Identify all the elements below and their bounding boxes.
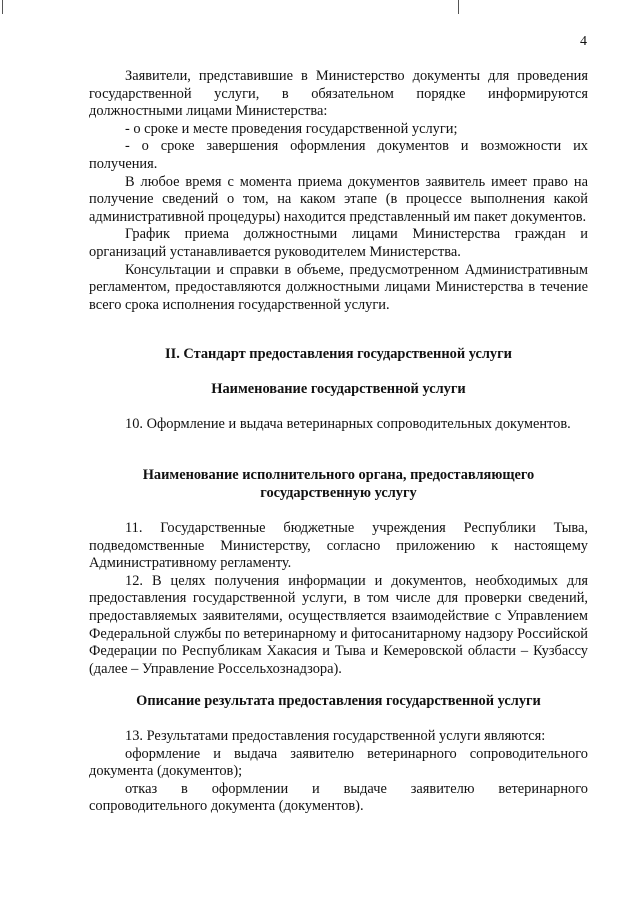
scan-edge-mark — [2, 0, 3, 14]
paragraph: График приема должностными лицами Министерства граждан и организаций устанавливается руководителем Министерства. — [89, 226, 588, 260]
paragraph: 13. Результатами предоставления государственной услуги являются: — [125, 728, 546, 744]
heading-line: Наименование исполнительного органа, предоставляющего — [142, 467, 535, 483]
paragraph: Заявители, представившие в Министерство документы для проведения государственной услуги, в обязательном порядке информируются должностными лицами Министерства: — [89, 68, 588, 120]
paragraph-13-block — [89, 728, 588, 816]
paragraph: отказ в оформлении и выдаче заявителю ветеринарного сопроводительного документа (документов). — [89, 780, 588, 815]
scan-edge-mark — [458, 0, 459, 14]
paragraph: Консультации и справки в объеме, предусмотренном Административным регламентом, предоставляются должностными лицами Министерства в течение всего срока исполнения государственной услуги. — [89, 261, 588, 313]
paragraph-10-block — [89, 416, 588, 434]
heading-line: государственную услугу — [260, 484, 417, 501]
heading-service-name: Наименование государственной услуги — [211, 381, 466, 397]
paragraph: оформление и выдача заявителю ветеринарного сопроводительного документа (документов); — [89, 745, 588, 780]
list-item: - о сроке завершения оформления документов и возможности их получения. — [89, 138, 588, 172]
paragraph: 12. В целях получения информации и документов, необходимых для предоставления государственной услуги, в том числе для проверки сведений, предоставляемых заявителями, осуществляется взаимодействие с Управлением Федеральной службы по ветеринарному и фитосанитарному надзору Российской Федерации по Республикам Хакасия и Тыва и Кемеровской области – Кузбассу (далее – Управление Россельхознадзора). — [89, 572, 588, 677]
heading-result: Описание результата предоставления государственной услуги — [136, 693, 541, 709]
paragraph: В любое время с момента приема документов заявитель имеет право на получение сведений о том, на каком этапе (в процессе выполнения какой административной процедуры) находится представленный им пакет документов. — [89, 173, 588, 225]
intro-block — [89, 68, 588, 314]
heading-executor — [89, 467, 588, 502]
paragraph: 11. Государственные бюджетные учреждения Республики Тыва, подведомственные Министерству, согласно приложению к настоящему Административному регламенту. — [89, 520, 588, 572]
list-item: - о сроке и месте проведения государственной услуги; — [125, 120, 458, 137]
page-number: 4 — [580, 34, 587, 49]
paragraph: 10. Оформление и выдача ветеринарных сопроводительных документов. — [125, 416, 571, 432]
section-title: II. Стандарт предоставления государственной услуги — [165, 346, 512, 362]
paragraphs-11-12-block — [89, 520, 588, 678]
